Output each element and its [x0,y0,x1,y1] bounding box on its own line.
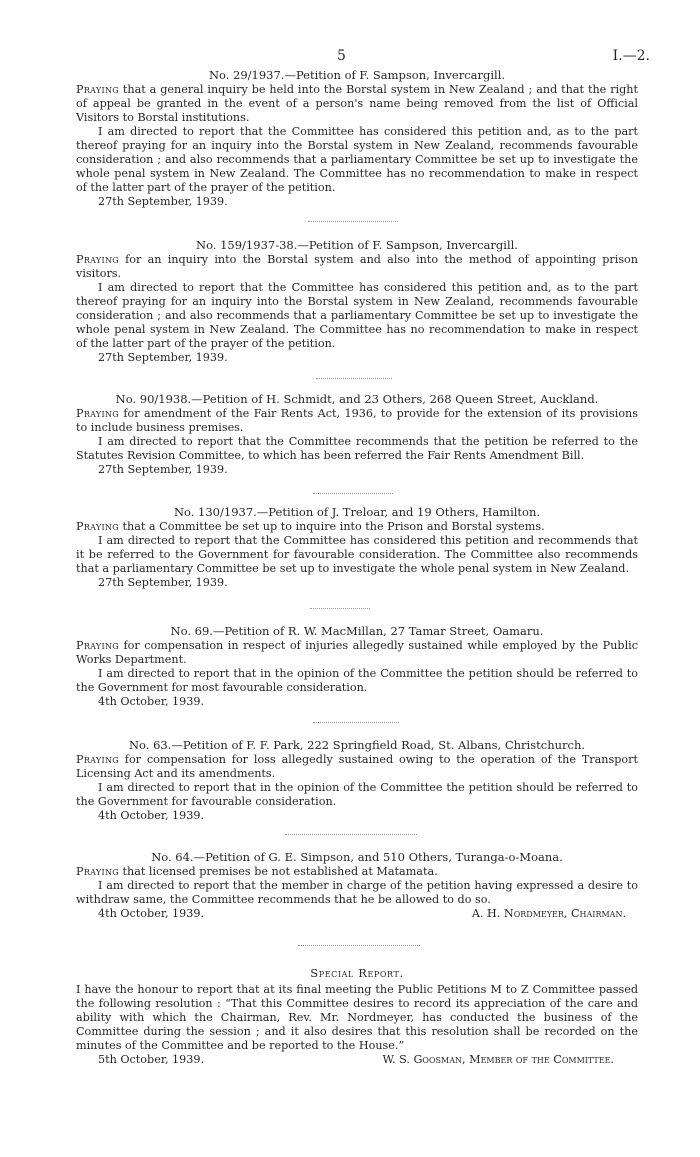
special-report [76,966,638,1067]
petition-heading: No. 159/1937-38.—Petition of F. Sampson, Invercargill. [196,238,518,252]
petition-heading: No. 69.—Petition of R. W. MacMillan, 27 Tamar Street, Oamaru. [170,624,544,638]
prayer-text: that a Committee be set up to inquire into the Prison and Borstal systems. [118,520,545,533]
committee-report: I am directed to report that in the opinion of the Committee the petition should be referred to the Government for favourable consideration. [76,781,638,808]
prayer-text: for compensation for loss allegedly sustained owing to the operation of the Transport Licensing Act and its amendments. [76,753,638,780]
petition-prayer [76,407,638,435]
praying-word: Praying [76,753,119,766]
petition-prayer [76,865,638,879]
report-date: 27th September, 1939. [98,463,228,476]
committee-report: I am directed to report that the Committee has considered this petition and recommends that it be referred to the Government for favourable consideration. The Committee also recommends that a parliamentary Committee be set up to investigate the whole penal system in New Zealand. [76,534,638,575]
petition-29-1937 [76,68,638,209]
report-date: 27th September, 1939. [98,576,228,589]
committee-report: I am directed to report that the Committee has considered this petition and, as to the part thereof praying for an inquiry into the Borstal system in New Zealand, recommends favourable consideration ; and also recommends that a parliamentary Committee be set up to investigate the whole penal system in New Zealand. The Committee has no recommendation to make in respect of the latter part of the prayer of the petition. [76,281,638,350]
petition-heading: No. 90/1938.—Petition of H. Schmidt, and 23 Others, 268 Queen Street, Auckland. [115,392,599,406]
petition-prayer [76,253,638,281]
petition-prayer [76,520,638,534]
prayer-text: that licensed premises be not established at Matamata. [118,865,438,878]
special-report-title: Special Report. [310,966,404,980]
section-divider [308,221,398,222]
special-report-body: I have the honour to report that at its final meeting the Public Petitions M to Z Committee passed the following resolution : “That this Committee desires to record its appreciation of the care and ability with which the Chairman, Rev. Mr. Nordmeyer, has conducted the business of the Committee during the session ; and it also desires that this resolution shall be recorded on the minutes of the Committee and be reported to the House.” [76,983,638,1052]
prayer-text: that a general inquiry be held into the Borstal system in New Zealand ; and that the right of appeal be granted in the event of a person's name being removed from the list of Official Visitors to Borstal institutions. [76,83,638,124]
praying-word: Praying [76,253,119,266]
section-divider [313,722,399,723]
report-date: 4th October, 1939. [98,809,205,822]
petition-heading: No. 29/1937.—Petition of F. Sampson, Invercargill. [208,68,506,82]
petition-heading: No. 130/1937.—Petition of J. Treloar, and 19 Others, Hamilton. [173,505,541,519]
petition-prayer [76,639,638,667]
petition-69 [76,624,638,709]
petition-90-1938 [76,392,638,477]
prayer-text: for amendment of the Fair Rents Act, 1936, to provide for the extension of its provisions to include business premises. [76,407,638,434]
section-divider [310,608,370,609]
petition-prayer [76,83,638,125]
committee-report: I am directed to report that the Committee recommends that the petition be referred to the Statutes Revision Committee, to which has been referred the Fair Rents Amendment Bill. [76,435,638,462]
committee-report: I am directed to report that in the opinion of the Committee the petition should be referred to the Government for most favourable consideration. [76,667,638,694]
section-divider [313,493,393,494]
section-divider [316,378,392,379]
petition-heading: No. 63.—Petition of F. F. Park, 222 Springfield Road, St. Albans, Christchurch. [128,738,586,752]
committee-report: I am directed to report that the member in charge of the petition having expressed a desire to withdraw same, the Committee recommends that he be allowed to do so. [76,879,638,906]
section-divider [298,945,420,946]
petition-64 [76,850,638,921]
page-number: 5 [337,48,346,64]
prayer-text: for compensation in respect of injuries allegedly sustained while employed by the Public Works Department. [76,639,638,666]
petition-heading: No. 64.—Petition of G. E. Simpson, and 510 Others, Turanga-o-Moana. [151,850,563,864]
chairman-signature: A. H. Nordmeyer, Chairman. [471,907,626,920]
report-date: 27th September, 1939. [98,195,228,208]
petition-prayer [76,753,638,781]
praying-word: Praying [76,83,119,96]
committee-report: I am directed to report that the Committee has considered this petition and, as to the part thereof praying for an inquiry into the Borstal system in New Zealand, recommends favourable consideration ; and also recommends that a parliamentary Committee be set up to investigate the whole penal system in New Zealand. The Committee has no recommendation to make in respect of the latter part of the prayer of the petition. [76,125,638,194]
signature-row [76,907,638,921]
praying-word: Praying [76,520,119,533]
praying-word: Praying [76,639,119,652]
petition-130-1937 [76,505,638,590]
report-date: 4th October, 1939. [98,907,205,920]
petition-63 [76,738,638,823]
report-date: 27th September, 1939. [98,351,228,364]
report-date: 4th October, 1939. [98,695,205,708]
praying-word: Praying [76,407,119,420]
prayer-text: for an inquiry into the Borstal system and also into the method of appointing prison visitors. [76,253,638,280]
section-divider [285,834,417,835]
signature-row [76,1053,638,1067]
document-reference: I.—2. [612,48,650,64]
petition-159-1937-38 [76,238,638,365]
special-report-date: 5th October, 1939. [98,1053,205,1066]
praying-word: Praying [76,865,119,878]
member-signature: W. S. Goosman, Member of the Committee. [382,1053,614,1066]
